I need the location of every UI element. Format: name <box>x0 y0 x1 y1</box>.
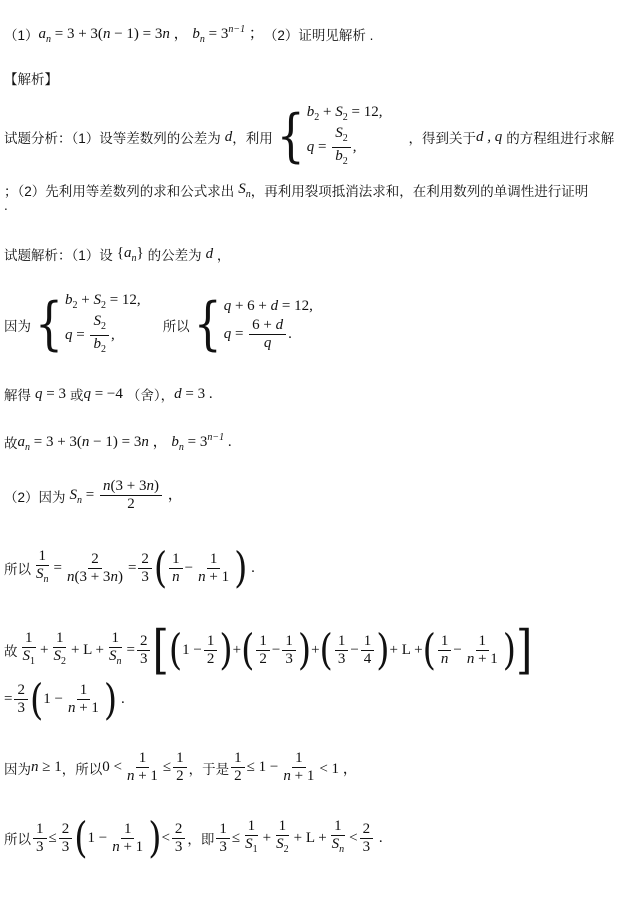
var-d-2: d <box>205 245 214 262</box>
solution-bounds <box>4 750 626 785</box>
solution-roots <box>4 384 626 404</box>
d-value: d = 3 . <box>174 385 213 402</box>
analysis-line2b: ，再利用裂项抵消法求和，在利用数列的单调性进行证明 <box>250 184 589 199</box>
gu-text: 故 <box>4 644 18 659</box>
analysis-line2: ；（2）先利用等差数列的求和公式求出 <box>4 184 235 199</box>
analysis-lead: 试题分析：（1）设等差数列的公差为 <box>4 131 221 146</box>
therefore-text: 所以 <box>162 319 190 334</box>
solution-conclusion <box>4 813 626 863</box>
equation-system-2: { $b_2 + S_2 = 12$, q = $\frac{S_2}{b_2}$ , <box>35 291 141 358</box>
analysis-tail: ，得到关于 <box>408 131 476 146</box>
n-ge-1: n ≥ 1 <box>31 759 62 775</box>
equation-system-3: { q + 6 + d = 12, q = $\frac{6 + d}{q}$ . <box>193 291 313 358</box>
so3-text: 所以 <box>4 832 31 847</box>
var-Sn: $S_n$ <box>238 180 251 200</box>
conclusion-formula-1: $\frac{1}{3}$ ≤ $\frac{2}{3}$ ( 1 − $\frac{1}{n + 1}$ ) < $\frac{2}{3}$ <box>31 821 187 856</box>
root-q-4: q = −4 <box>83 385 123 402</box>
so-text: 所以 <box>4 562 31 577</box>
solution-lead-b: 的公差为 <box>147 248 202 263</box>
sequence-an: $\{a_n\}$ <box>116 244 144 264</box>
analysis-line-3 <box>4 198 626 213</box>
bound-formula-1: 0 < $\frac{1}{n + 1}$ ≤ $\frac{1}{2}$ <box>102 750 188 785</box>
solution-result-1 <box>4 430 626 453</box>
analysis-heading <box>4 68 626 88</box>
hence-text: 故 <box>4 435 18 451</box>
analysis-line-1 <box>4 104 626 170</box>
part2-text: （2）因为 <box>4 489 66 505</box>
answer-part1-label: （1） <box>4 27 39 43</box>
solution-line-1: 试题解析：（1）设 $\{a_n\}$ 的公差为 d ， <box>4 244 231 264</box>
answer-part2: （2）证明见解析 . <box>263 27 374 43</box>
vars-d-q: d , q <box>475 128 503 145</box>
since-n-text: 因为 <box>4 761 31 777</box>
equation-system-1: { $b_2 + S_2 = 12$, q = $\frac{S_2}{b_2}$ , <box>276 103 383 170</box>
conclusion-formula-2: $\frac{1}{3}$ ≤ $\frac{1}{S_1}$ + $\frac{1}{S_2}$ + L + $\frac{1}{S_n}$ < $\frac{2}{3}$ . <box>214 818 382 858</box>
answer-formula: $a_n = 3 + 3(n - 1) = 3n$ ， $b_n = 3^{n-1}$ ； <box>38 24 264 45</box>
analysis-mid: ，利用 <box>232 131 273 146</box>
because-text: 因为 <box>4 319 31 334</box>
so2-text: ，所以 <box>61 761 103 777</box>
bound-formula-2: $\frac{1}{2}$ ≤ 1 − $\frac{1}{n + 1}$ < 1 ， <box>229 750 358 785</box>
heading-text: 【解析】 <box>4 72 58 87</box>
solution-part2-sn <box>4 478 626 513</box>
ji-text: ，即 <box>187 832 215 847</box>
answer-line <box>4 22 626 45</box>
reciprocal-formula: $\frac{1}{S_n}$ = $\frac{2}{n(3 + 3n)}$ = $\frac{2}{3}$ ( $\frac{1}{n}$ − $\frac{1}{n + 1}$ ) . <box>36 543 255 593</box>
rejected-text: （舍）， <box>126 388 175 403</box>
result-formula: $a_n = 3 + 3(n - 1) = 3n$ ， $b_n = 3^{n-1}$ . <box>17 432 232 453</box>
simplified-formula: = $\frac{2}{3}$ ( 1 − $\frac{1}{n + 1}$ ) . <box>4 674 125 725</box>
analysis-line3: . <box>4 198 8 213</box>
analysis-tail2: 的方程组进行求解 <box>506 131 615 146</box>
thus-text: ，于是 <box>188 761 230 777</box>
solution-reciprocal <box>4 543 626 593</box>
or-text: 或 <box>69 388 84 403</box>
sn-formula: $S_n$ = $\frac{n(3 + 3n)}{2}$ ， <box>69 478 183 512</box>
analysis-line-2 <box>4 180 626 200</box>
solution-lead: 试题解析：（1）设 <box>4 248 113 263</box>
root-q3: q = 3 <box>35 385 66 402</box>
solution-systems <box>4 292 626 358</box>
var-d: d <box>224 128 233 145</box>
solution-telescoping <box>4 618 626 680</box>
solve-text: 解得 <box>4 388 31 403</box>
solution-simplified <box>4 674 626 725</box>
telescoping-formula: $\frac{1}{S_1}$ + $\frac{1}{S_2}$ + L + $\frac{1}{S_n}$ = $\frac{2}{3}$ [ ( 1 − $\frac{1}{2}$ ) + ( $\frac{1}{2}$ − $\frac{1}{3}$ ) + ( $\frac{1}{3}$ − $\frac{1}{4}$ ) + L + ( $\frac{1}{n}$ − $\frac{1}{n + 1}$ ) ] <box>22 618 533 680</box>
